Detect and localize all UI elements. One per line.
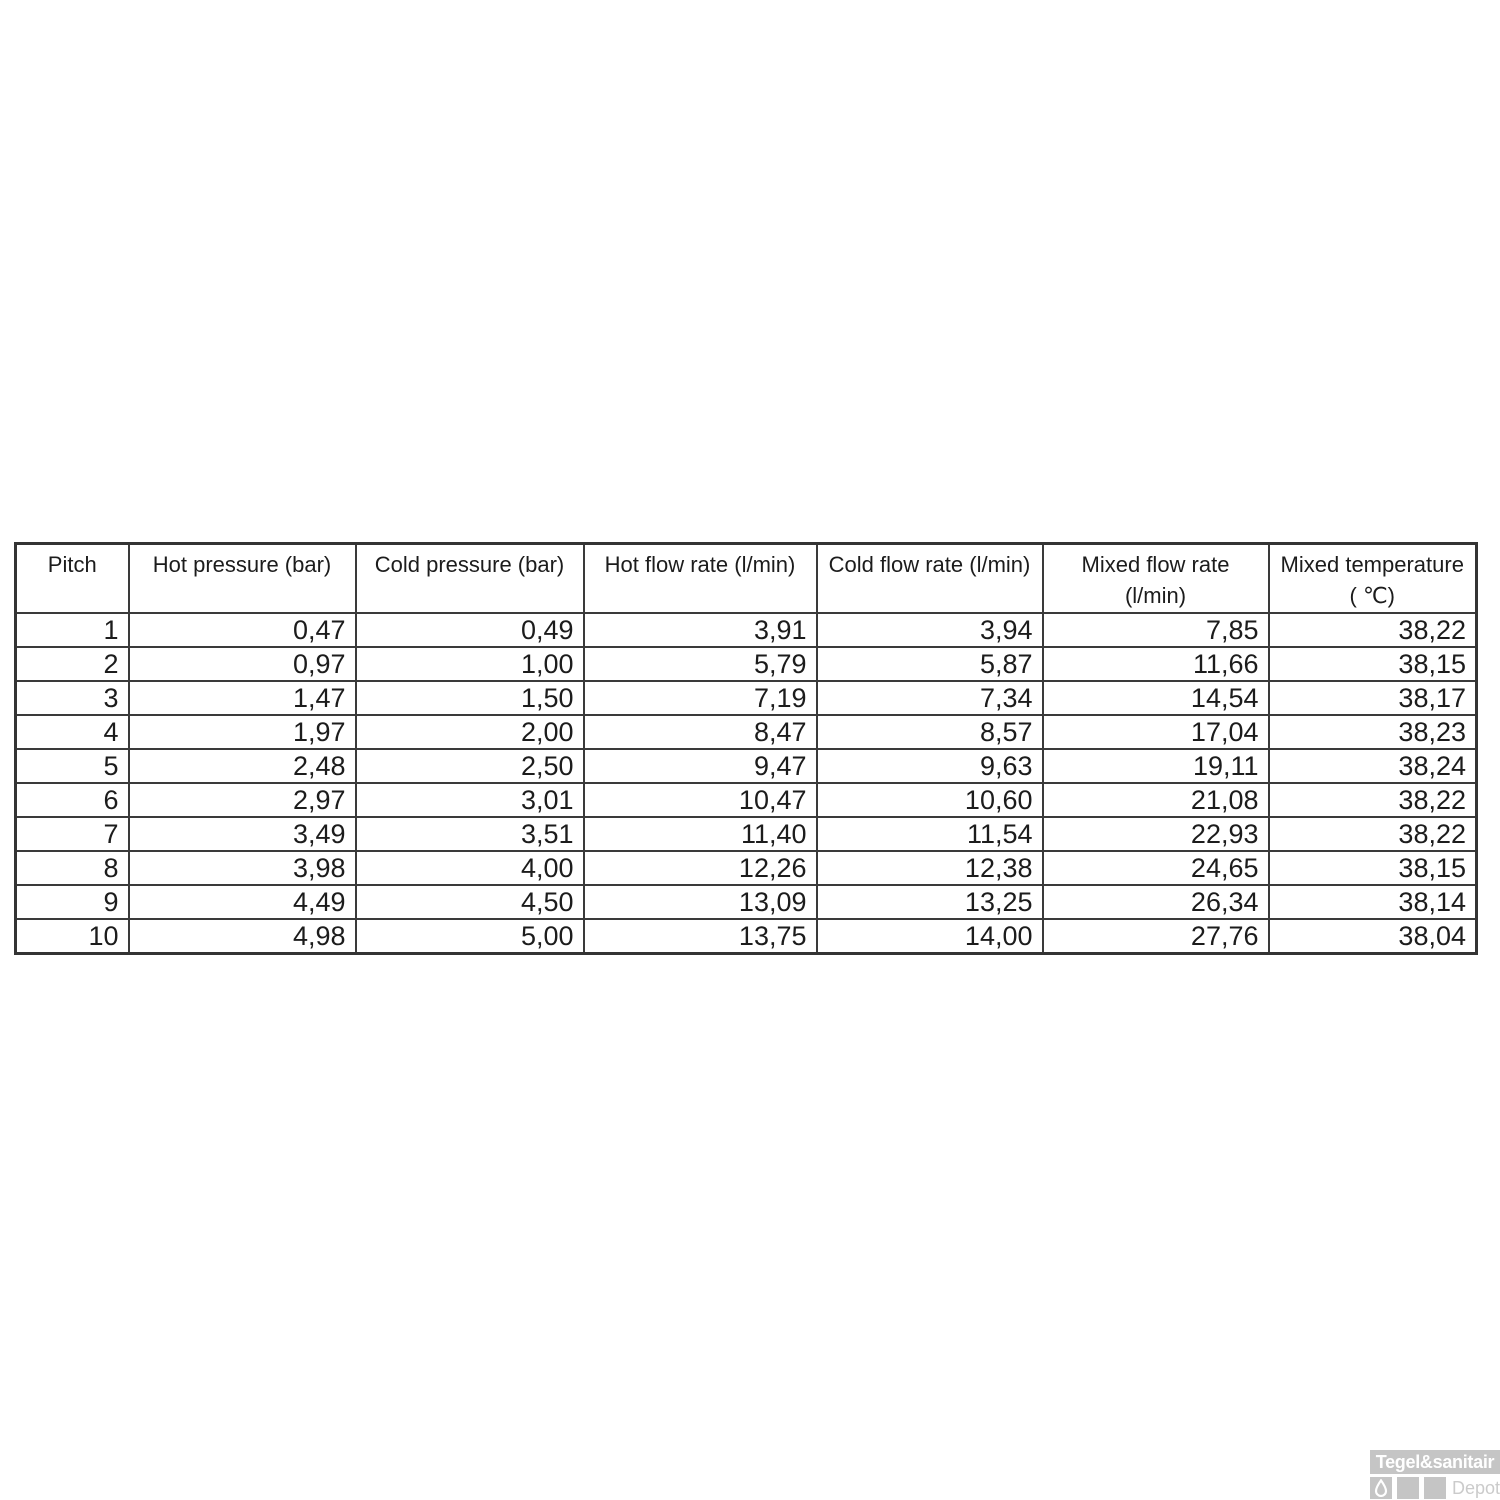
header-subline: ( ℃) bbox=[1349, 583, 1395, 608]
table-cell: 1,00 bbox=[356, 647, 584, 681]
table-row bbox=[16, 647, 1477, 681]
table-cell: 4,49 bbox=[129, 885, 356, 919]
table-cell: 21,08 bbox=[1043, 783, 1269, 817]
table-cell: 2 bbox=[16, 647, 129, 681]
mixer-performance-table bbox=[14, 542, 1478, 955]
logo-tile-icon bbox=[1397, 1477, 1419, 1499]
column-header-hot-flow-rate bbox=[584, 544, 817, 614]
table-cell: 11,66 bbox=[1043, 647, 1269, 681]
table-cell: 11,54 bbox=[817, 817, 1043, 851]
table-cell: 2,97 bbox=[129, 783, 356, 817]
table-cell: 11,40 bbox=[584, 817, 817, 851]
table-cell: 10,47 bbox=[584, 783, 817, 817]
table-cell: 12,38 bbox=[817, 851, 1043, 885]
table-cell: 0,47 bbox=[129, 613, 356, 647]
table-cell: 38,22 bbox=[1269, 783, 1477, 817]
table-cell: 2,00 bbox=[356, 715, 584, 749]
table-cell: 38,04 bbox=[1269, 919, 1477, 954]
water-drop-icon bbox=[1370, 1477, 1392, 1499]
table-cell: 3,51 bbox=[356, 817, 584, 851]
header-label: Pitch bbox=[47, 552, 97, 577]
table-cell: 13,25 bbox=[817, 885, 1043, 919]
column-header-pitch bbox=[16, 544, 129, 614]
table-cell: 5,87 bbox=[817, 647, 1043, 681]
table-cell: 8,47 bbox=[584, 715, 817, 749]
table-cell: 38,14 bbox=[1269, 885, 1477, 919]
table-cell: 4 bbox=[16, 715, 129, 749]
table-cell: 1,47 bbox=[129, 681, 356, 715]
table-cell: 7,34 bbox=[817, 681, 1043, 715]
table-cell: 13,09 bbox=[584, 885, 817, 919]
table-cell: 8,57 bbox=[817, 715, 1043, 749]
column-header-hot-pressure bbox=[129, 544, 356, 614]
table-row bbox=[16, 851, 1477, 885]
table-cell: 0,97 bbox=[129, 647, 356, 681]
table-cell: 3 bbox=[16, 681, 129, 715]
table-cell: 24,65 bbox=[1043, 851, 1269, 885]
table-row bbox=[16, 919, 1477, 954]
table-cell: 38,22 bbox=[1269, 613, 1477, 647]
column-header-cold-pressure bbox=[356, 544, 584, 614]
table-cell: 1,97 bbox=[129, 715, 356, 749]
table-cell: 14,54 bbox=[1043, 681, 1269, 715]
table-row bbox=[16, 715, 1477, 749]
table-cell: 2,50 bbox=[356, 749, 584, 783]
table-row bbox=[16, 885, 1477, 919]
table-cell: 3,91 bbox=[584, 613, 817, 647]
table-cell: 1,50 bbox=[356, 681, 584, 715]
table-cell: 5,79 bbox=[584, 647, 817, 681]
table-cell: 38,17 bbox=[1269, 681, 1477, 715]
table-row bbox=[16, 783, 1477, 817]
table-cell: 7,85 bbox=[1043, 613, 1269, 647]
table-row bbox=[16, 613, 1477, 647]
table-cell: 3,49 bbox=[129, 817, 356, 851]
table-cell: 8 bbox=[16, 851, 129, 885]
column-header-mixed-temperature bbox=[1269, 544, 1477, 614]
table-cell: 10,60 bbox=[817, 783, 1043, 817]
logo-brand-text: Tegel&sanitair bbox=[1375, 1452, 1495, 1472]
table-cell: 7 bbox=[16, 817, 129, 851]
table-cell: 10 bbox=[16, 919, 129, 954]
table-cell: 4,50 bbox=[356, 885, 584, 919]
table-cell: 22,93 bbox=[1043, 817, 1269, 851]
table-cell: 38,22 bbox=[1269, 817, 1477, 851]
header-label: Hot pressure (bar) bbox=[152, 552, 332, 577]
table-cell: 38,23 bbox=[1269, 715, 1477, 749]
table-cell: 3,01 bbox=[356, 783, 584, 817]
column-header-cold-flow-rate bbox=[817, 544, 1043, 614]
table-cell: 12,26 bbox=[584, 851, 817, 885]
table-cell: 9 bbox=[16, 885, 129, 919]
table-cell: 38,15 bbox=[1269, 647, 1477, 681]
table-cell: 27,76 bbox=[1043, 919, 1269, 954]
table-cell: 38,15 bbox=[1269, 851, 1477, 885]
table-cell: 9,47 bbox=[584, 749, 817, 783]
header-label: Cold flow rate (l/min) bbox=[828, 552, 1031, 577]
table-cell: 7,19 bbox=[584, 681, 817, 715]
table-cell: 5,00 bbox=[356, 919, 584, 954]
header-label: Mixed flow rate bbox=[1081, 552, 1230, 577]
header-label: Cold pressure (bar) bbox=[374, 552, 565, 577]
header-subline: (l/min) bbox=[1124, 583, 1187, 608]
table-cell: 0,49 bbox=[356, 613, 584, 647]
table-cell: 19,11 bbox=[1043, 749, 1269, 783]
table-cell: 14,00 bbox=[817, 919, 1043, 954]
table-cell: 5 bbox=[16, 749, 129, 783]
logo-depot-text: Depot bbox=[1452, 1478, 1500, 1498]
table-cell: 26,34 bbox=[1043, 885, 1269, 919]
logo-tile-icon bbox=[1424, 1477, 1446, 1499]
header-row bbox=[16, 544, 1477, 614]
table-row bbox=[16, 681, 1477, 715]
table-cell: 17,04 bbox=[1043, 715, 1269, 749]
header-label: Hot flow rate (l/min) bbox=[604, 552, 796, 577]
table-cell: 4,98 bbox=[129, 919, 356, 954]
table-cell: 2,48 bbox=[129, 749, 356, 783]
table-cell: 1 bbox=[16, 613, 129, 647]
table-cell: 9,63 bbox=[817, 749, 1043, 783]
table-cell: 3,94 bbox=[817, 613, 1043, 647]
header-label: Mixed temperature bbox=[1280, 552, 1464, 577]
table-row bbox=[16, 817, 1477, 851]
table-cell: 38,24 bbox=[1269, 749, 1477, 783]
table-cell: 13,75 bbox=[584, 919, 817, 954]
logo-brand-bar bbox=[1370, 1450, 1500, 1474]
table-cell: 3,98 bbox=[129, 851, 356, 885]
table-cell: 6 bbox=[16, 783, 129, 817]
table-cell: 4,00 bbox=[356, 851, 584, 885]
column-header-mixed-flow-rate bbox=[1043, 544, 1269, 614]
table-row bbox=[16, 749, 1477, 783]
